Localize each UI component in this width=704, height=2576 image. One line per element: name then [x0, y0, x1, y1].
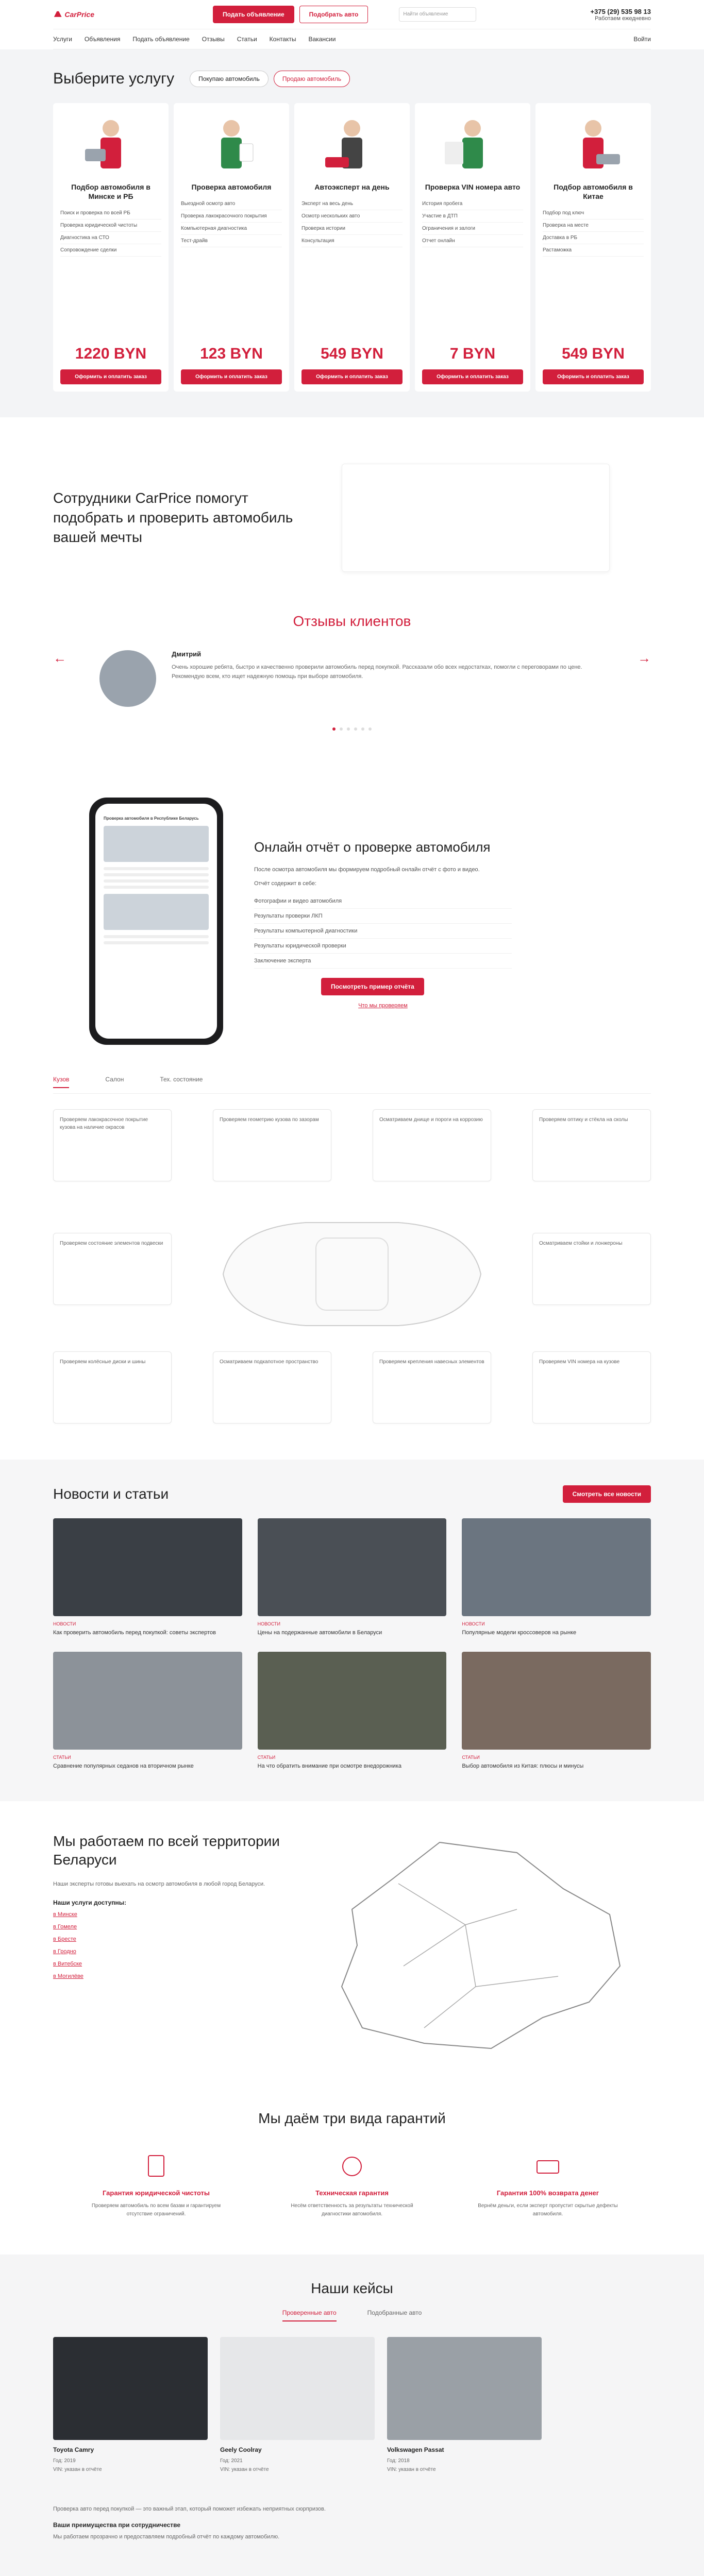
guarantees-title: Мы даём три вида гарантий — [258, 2110, 446, 2126]
price: 1220 BYN — [75, 345, 147, 362]
inspection-card[interactable]: Проверяем крепления навесных элементов — [373, 1351, 491, 1423]
service-card: Проверка автомобиля Выездной осмотр авто Проверка лакокрасочного покрытия Компьютерная диагностика Тест-драйв 123 BYN Оформить и оплатить заказ — [174, 103, 289, 392]
inspector-illustration-icon — [181, 110, 282, 177]
order-button[interactable]: Оформить и оплатить заказ — [301, 369, 403, 384]
price: 7 BYN — [449, 345, 496, 362]
city-link[interactable]: в Могилёве — [53, 1973, 83, 1980]
guarantee-item: Гарантия 100% возврата денег Вернём деньги, если эксперт пропустит скрытые дефекты автомобиля. — [476, 2153, 620, 2218]
nav-vacancies[interactable]: Вакансии — [308, 36, 336, 43]
city-link[interactable]: в Гродно — [53, 1948, 76, 1955]
belarus-map-icon — [321, 1832, 641, 2059]
employees-title: Сотрудники CarPrice помогут подобрать и проверить автомобиль вашей мечты — [53, 490, 293, 545]
tab-checked[interactable]: Проверенные авто — [282, 2309, 337, 2321]
case-item[interactable]: Geely Coolray Год: 2021 VIN: указан в отчёте — [220, 2337, 375, 2474]
logo[interactable]: CarPrice — [53, 4, 94, 25]
header — [53, 0, 651, 49]
services-section — [0, 49, 704, 417]
news-item[interactable]: СТАТЬИ На что обратить внимание при осмотре внедорожника — [258, 1652, 447, 1771]
phone-illustration: Проверка автомобиля в Республике Беларусь — [89, 798, 223, 1045]
news-item[interactable]: СТАТЬИ Сравнение популярных седанов на вторичном рынке — [53, 1652, 242, 1771]
document-icon — [142, 2153, 170, 2180]
territory-title: Мы работаем по всей территории Беларуси — [53, 1833, 280, 1868]
inspection-card[interactable]: Осматриваем стойки и лонжероны — [532, 1233, 651, 1305]
expert-illustration-icon — [301, 110, 403, 177]
news-item[interactable]: НОВОСТИ Как проверить автомобиль перед покупкой: советы экспертов — [53, 1518, 242, 1637]
inspection-card[interactable]: Осматриваем днище и пороги на коррозию — [373, 1109, 491, 1181]
tab-selling[interactable]: Продаю автомобиль — [274, 71, 350, 87]
select-car-button[interactable]: Подобрать авто — [299, 6, 368, 23]
report-title: Онлайн отчёт о проверке автомобиля — [254, 839, 491, 855]
inspection-section — [53, 1065, 651, 1460]
inspection-card[interactable]: Проверяем геометрию кузова по зазорам — [213, 1109, 331, 1181]
nav-contacts[interactable]: Контакты — [269, 36, 296, 43]
review-card — [53, 650, 651, 707]
carousel-dots[interactable] — [53, 727, 651, 731]
order-button[interactable]: Оформить и оплатить заказ — [181, 369, 282, 384]
top-bar — [53, 0, 651, 29]
money-icon — [534, 2153, 562, 2180]
nav-post-ad[interactable]: Подать объявление — [132, 36, 190, 43]
report-section: Проверка автомобиля в Республике Беларусь Онлайн отчёт о проверке автомобиля После осмотра автомобиля мы формируем подробный онлайн отчёт с фото и видео. Отчёт содержит в себе: Фотографии и видео автомобиля Результаты проверки ЛКП Результаты компьютерной диагностики Результаты юридической проверки Заключение эксперта Посмотреть пример отчёта Что мы проверяем — [53, 751, 651, 1065]
next-arrow-icon[interactable]: → — [638, 650, 651, 666]
cases-section: Наши кейсы Проверенные авто Подобранные авто Toyota Camry Год: 2019 VIN: указан в отчёте Geely Coolray Год: 2021 VIN: указан в отчёте Volkswagen Passat Год: 2018 VIN: указан в отчёте Проверка авто перед покупкой — это важный этап, который поможет избежать неприятных сюрпризов. Ваши преимущества при сотрудничестве Мы работаем прозрачно и предоставляем подробный отчёт по каждому автомобилю. — [0, 2255, 704, 2576]
review-author: Дмитрий — [172, 650, 202, 658]
cases-title: Наши кейсы — [311, 2280, 393, 2296]
case-item[interactable]: Toyota Camry Год: 2019 VIN: указан в отчёте — [53, 2337, 208, 2474]
nav-reviews[interactable]: Отзывы — [202, 36, 225, 43]
contact-phone[interactable]: +375 (29) 535 98 13 Работаем ежедневно — [590, 7, 651, 22]
review-text: Очень хорошие ребята, быстро и качественно проверили автомобиль перед покупкой. Рассказали обо всех недостатках, помогли с переговорами по цене. Рекомендую всем, кто ищет надежную помощь при выборе автомобиля. — [172, 664, 582, 680]
person-illustration-icon — [60, 110, 161, 177]
price: 549 BYN — [562, 345, 625, 362]
territory-section: Мы работаем по всей территории Беларуси Наши эксперты готовы выехать на осмотр автомобиля в любой город Беларуси. Наши услуги доступны: в Минске в Гомеле в Бресте в Гродно в Витебске в Могилёве — [53, 1801, 651, 2079]
nav-services[interactable]: Услуги — [53, 36, 72, 43]
city-link[interactable]: в Бресте — [53, 1936, 76, 1943]
tab-technical[interactable]: Тех. состояние — [160, 1076, 203, 1083]
price: 549 BYN — [321, 345, 383, 362]
reviews-section — [53, 608, 651, 751]
inspection-card[interactable]: Проверяем состояние элементов подвески — [53, 1233, 172, 1305]
vin-illustration-icon — [422, 110, 523, 177]
main-nav — [53, 29, 651, 49]
what-we-check-link[interactable]: Что мы проверяем — [358, 1002, 408, 1009]
sample-report-button[interactable]: Посмотреть пример отчёта — [321, 978, 424, 995]
price: 123 BYN — [200, 345, 263, 362]
guarantee-item: Техническая гарантия Несём ответственность за результаты технической диагностики автомобиля. — [280, 2153, 424, 2218]
city-link[interactable]: в Гомеле — [53, 1924, 77, 1930]
tab-body[interactable]: Кузов — [53, 1076, 69, 1088]
services-title: Выберите услугу — [53, 70, 175, 87]
service-card: Проверка VIN номера авто История пробега Участие в ДТП Ограничения и залоги Отчет онлайн 7 BYN Оформить и оплатить заказ — [415, 103, 530, 392]
wrench-icon — [338, 2153, 366, 2180]
nav-articles[interactable]: Статьи — [237, 36, 257, 43]
guarantee-item: Гарантия юридической чистоты Проверяем автомобиль по всем базам и гарантируем отсутствие ограничений. — [84, 2153, 228, 2218]
reviews-title: Отзывы клиентов — [293, 613, 411, 629]
prev-arrow-icon[interactable]: ← — [53, 650, 66, 666]
video-player[interactable] — [342, 464, 610, 572]
city-link[interactable]: в Минске — [53, 1911, 77, 1918]
china-illustration-icon — [543, 110, 644, 177]
inspection-card[interactable]: Проверяем колёсные диски и шины — [53, 1351, 172, 1423]
order-button[interactable]: Оформить и оплатить заказ — [543, 369, 644, 384]
inspection-card[interactable]: Проверяем лакокрасочное покрытие кузова на наличие окрасов — [53, 1109, 172, 1181]
city-link[interactable]: в Витебске — [53, 1961, 82, 1968]
order-button[interactable]: Оформить и оплатить заказ — [60, 369, 161, 384]
tab-interior[interactable]: Салон — [105, 1076, 124, 1083]
service-card: Автоэксперт на день Эксперт на весь день Осмотр нескольких авто Проверка истории Консультация 549 BYN Оформить и оплатить заказ — [294, 103, 410, 392]
car-outline-icon — [203, 1207, 501, 1341]
news-item[interactable]: НОВОСТИ Цены на подержанные автомобили в Беларуси — [258, 1518, 447, 1637]
avatar — [99, 650, 156, 707]
post-ad-button[interactable]: Подать объявление — [213, 6, 294, 23]
service-card: Подбор автомобиля в Китае Подбор под ключ Проверка на месте Доставка в РБ Растаможка 549 BYN Оформить и оплатить заказ — [535, 103, 651, 392]
inspection-card[interactable]: Проверяем оптику и стёкла на сколы — [532, 1109, 651, 1181]
order-button[interactable]: Оформить и оплатить заказ — [422, 369, 523, 384]
inspection-card[interactable]: Проверяем VIN номера на кузове — [532, 1351, 651, 1423]
service-card: Подбор автомобиля в Минске и РБ Поиск и проверка по всей РБ Проверка юридической чистоты Диагностика на СТО Сопровождение сделки 1220 BYN Оформить и оплатить заказ — [53, 103, 169, 392]
tab-buying[interactable]: Покупаю автомобиль — [190, 71, 269, 87]
tab-selected[interactable]: Подобранные авто — [367, 2309, 422, 2316]
inspection-card[interactable]: Осматриваем подкапотное пространство — [213, 1351, 331, 1423]
all-news-button[interactable]: Смотреть все новости — [563, 1485, 651, 1503]
news-section — [0, 1460, 704, 1801]
news-title: Новости и статьи — [53, 1486, 169, 1502]
nav-ads[interactable]: Объявления — [84, 36, 121, 43]
search-input[interactable]: Найти объявление — [399, 7, 476, 22]
news-item[interactable]: СТАТЬИ Выбор автомобиля из Китая: плюсы и минусы — [462, 1652, 651, 1771]
employees-section — [53, 417, 651, 608]
news-item[interactable]: НОВОСТИ Популярные модели кроссоверов на рынке — [462, 1518, 651, 1637]
nav-login[interactable]: Войти — [633, 36, 651, 43]
case-item[interactable]: Volkswagen Passat Год: 2018 VIN: указан в отчёте — [387, 2337, 542, 2474]
guarantees-section — [53, 2079, 651, 2255]
